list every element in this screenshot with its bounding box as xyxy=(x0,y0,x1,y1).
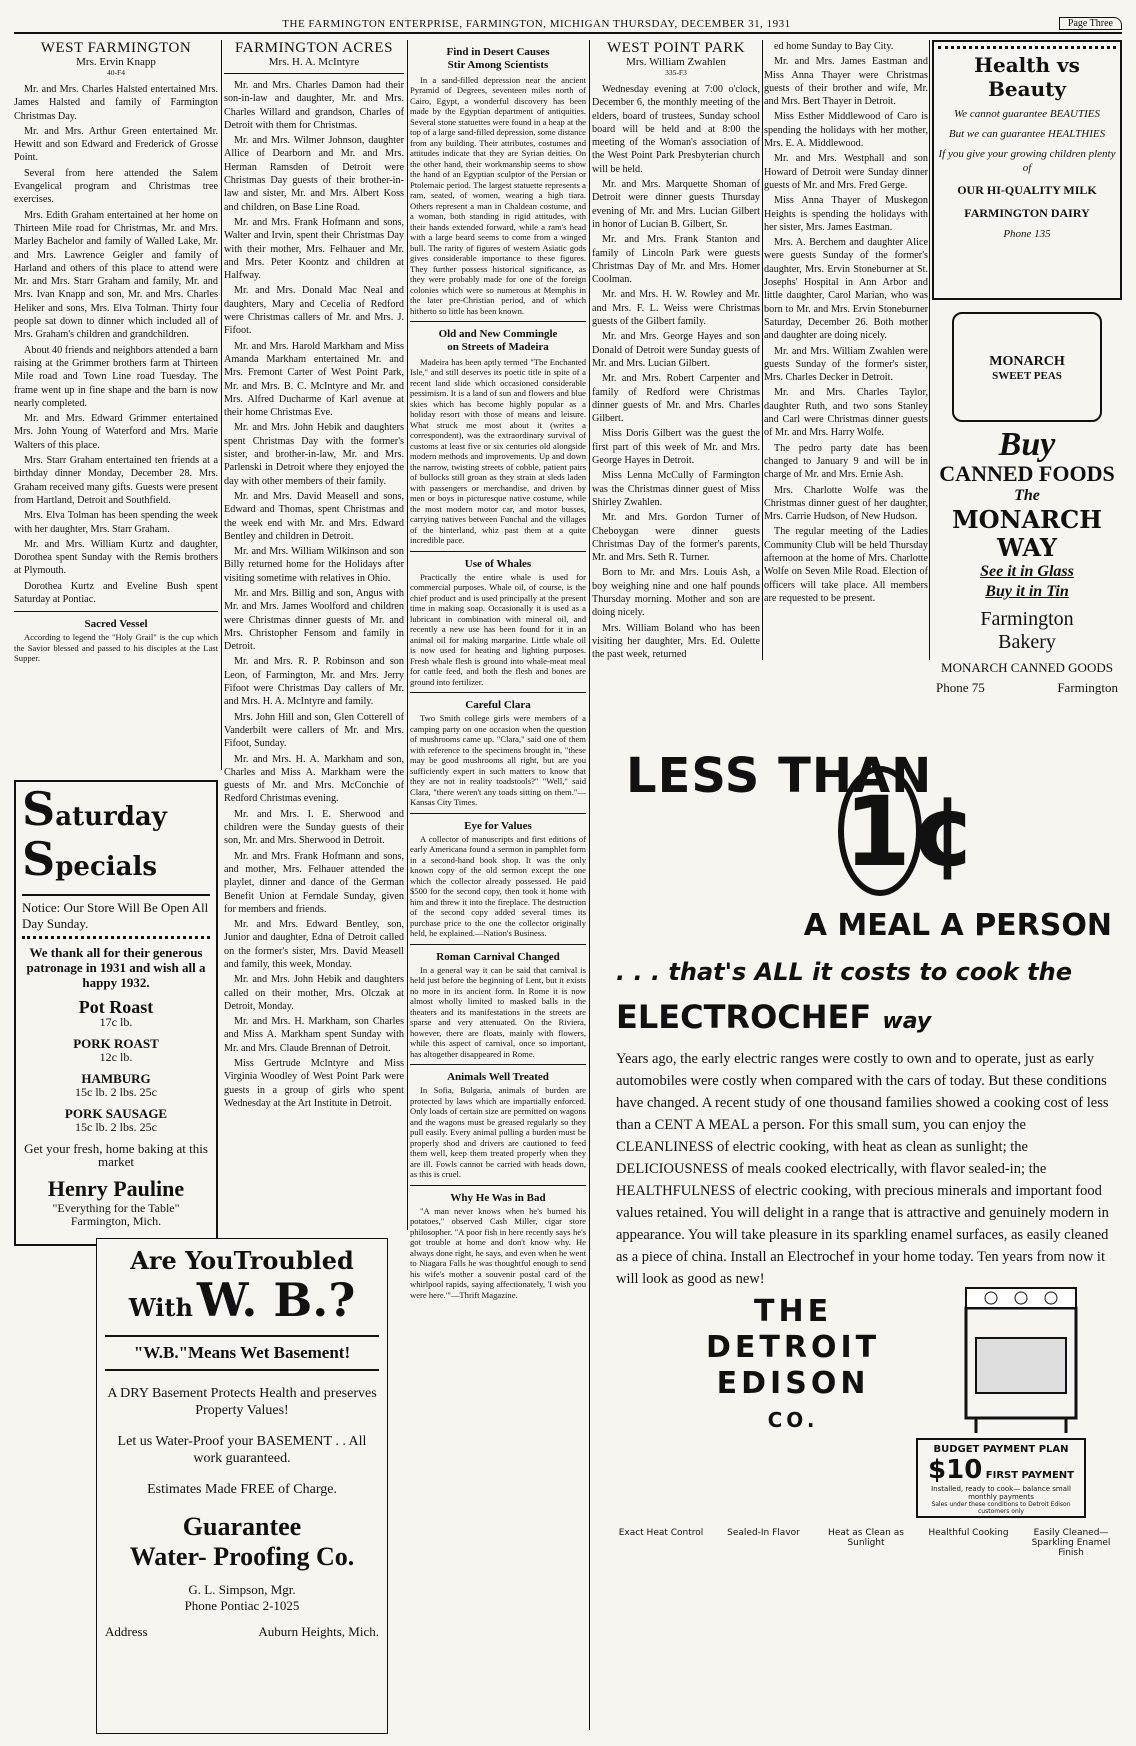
news-item: Mr. and Mrs. William Zwahlen were guests Sunday of the former's sister, Mrs. Charles Decker in Detroit. xyxy=(764,345,928,384)
article-title: Sacred Vessel xyxy=(84,618,148,631)
product-price: 15c lb. 2 lbs. 25c xyxy=(75,1120,157,1134)
news-item: Mrs. William Boland who has been visiting her daughter, Mrs. Ed. Oulette the past week, returned xyxy=(592,622,760,661)
saturday-specials-ad xyxy=(14,780,218,1246)
brand-name: MONARCH WAY xyxy=(952,505,1102,562)
article-text: In a sand-filled depression near the ancient Pyramid of Degrees, seventeen miles north of Cairo, Egypt, a wonderful discovery has been made by the Egyptian department of antiquities. Several stone statuettes were found in a heap at the top of a large sand-filled depression, some distance from any building. Their attributes, costumes and attitudes indicate that they are Syrian deities. On the other hand, their workmanship seems to show the hand of an Egyptian sculptor of the Persian or Ptolemaic period. The largest statuette represents a ram, seated, of women, wearing a high tiara. Others represent a man in Chaldean costume, and a woman, both standing in rigid attitudes, with their hands extended forward, while a ram's head with a large beard seems to come from a winged bull. The rarity of figures of western Asiatic gods gives considerable importance to these figures. They further possess historical significance, as they were probably made for one of the foreign colonies which were so numerous at Memphis in the later pre-Christian period, and of which hitherto so little has been known. xyxy=(410,74,586,316)
product-name: Pot Roast xyxy=(78,997,154,1017)
company-name: FARMINGTON DAIRY xyxy=(964,206,1090,220)
article-title: Old and New Commingle xyxy=(438,328,558,340)
article-text: In Sofia, Bulgaria, animals of burden are protected by laws which are impartially enforced. Only loads of certain size are permitted on wagons and the wagons must be greased regularly so they pull easily. Every animal pulling a burden must be properly shod and drivers are cautioned to feed them well, keep them treated properly when they are ill. Fowls cannot be carried with heads down, as this is cruel. xyxy=(410,1085,586,1179)
news-item: Mr. and Mrs. Edward Grimmer entertained Mrs. John Young of Waterford and Mrs. Marie Walters of this place. xyxy=(14,413,218,451)
ad-headline: Specials xyxy=(22,832,158,886)
masthead xyxy=(14,14,1122,34)
article-text: Practically the entire whale is used for commercial purposes. Whale oil, of course, is the chief product and is used principally at the present time in making soap. Occasionally it is used as a lubricant in combination with mineral oil, and recently a new use has been found for it in an animal oil for making margarine. Little whale oil is now used for heating and lighting purposes. Fresh whale flesh is ground into whale-meat meal for cattle feed, and both the flesh and bones are ground into fertilizer. xyxy=(410,571,586,687)
news-item: Mr. and Mrs. Harold Markham and Miss Amanda Markham entertained Mr. and Mrs. Fremont Carter of West Point Park, Mr. and Mrs. B. C. McIntyre and Mr. and Mrs. Alfred Ducharme of Karl avenue at their home Christmas Eve. xyxy=(224,340,404,419)
phone-number: Phone 135 xyxy=(1003,228,1051,240)
feature-item: Exact Heat Control xyxy=(618,1528,704,1538)
ad-headline: Saturday xyxy=(22,782,167,836)
news-item: Mr. and Mrs. Edward Bentley, son, Junior and daughter, Edna of Detroit called on the former's sister, Mrs. David Measell and family, this week, Monday. xyxy=(224,919,404,970)
article-text: "A man never knows when he's burned his potatoes," observed Cash Miller, cigar store philosopher. "A poor fish in here recently says he's got trouble at home and don't know why. He always done right, he says, and even when he went to Niagara Falls he was thoughtful enough to send his wife's mother a souvenir postal card of the whirlpool rapids, saying affectionately, 'I wish you were here.'"—Thrift Magazine. xyxy=(410,1205,586,1300)
product-name: HAMBURG xyxy=(81,1071,151,1086)
ad-text: Estimates Made FREE of Charge. xyxy=(147,1482,337,1497)
news-item: Mr. and Mrs. H. A. Markham and son, Charles and Miss A. Markham were the guests of Mr. and Mrs. McConchie of Redford Christmas evening. xyxy=(224,753,404,805)
news-item: Mr. and Mrs. William Wilkinson and son Billy returned home for the Holidays after visiting sometime with relatives in Ohio. xyxy=(224,546,404,584)
column-rule xyxy=(589,40,590,1730)
canned-foods-ad xyxy=(932,304,1122,695)
ad-headline-row: With W. B.? xyxy=(128,1273,356,1327)
ad-text: If you give your growing children plenty of xyxy=(938,148,1116,174)
article-subtitle: on Streets of Madeira xyxy=(447,341,549,353)
section-heading: WEST FARMINGTON xyxy=(40,40,192,56)
news-item: Mr. and Mrs. Marquette Shoman of Detroit were dinner guests Thursday evening of Mr. and Mrs. Lucian Gilbert in honor of Lucian B. Gilbert, Sr. xyxy=(592,179,760,230)
byline: Mrs. H. A. McIntyre xyxy=(268,56,360,68)
news-item: About 40 friends and neighbors attended a barn raising at the Grimmer brothers farm at Thirteen Mile road and Town Line road Tuesday. The frame went up in fine shape and the barn is now nearly completed. xyxy=(14,344,218,409)
article-title: Use of Whales xyxy=(464,557,532,570)
news-item: Mr. and Mrs. Arthur Green entertained Mr. Hewitt and son Edward and Frederick of Grosse Point. xyxy=(14,125,218,164)
news-item: Mr. and Mrs. Robert Carpenter and family of Redford were Christmas dinner guests of Mr. and Mrs. Charles Gilbert. xyxy=(592,373,760,425)
detroit-edison-ad xyxy=(616,708,1122,1734)
store-name: Henry Pauline xyxy=(47,1176,185,1201)
product-name: PORK SAUSAGE xyxy=(64,1106,168,1121)
feature-item: Easily Cleaned— Sparkling Enamel Finish xyxy=(1031,1528,1111,1558)
news-item: Mrs. Elva Tolman has been spending the week with her daughter, Mrs. Starr Graham. xyxy=(14,510,218,535)
news-item: Mr. and Mrs. Charles Halsted entertained Mrs. James Halsted and family of Farmington Christmas Day. xyxy=(14,84,218,122)
column-west-farmington xyxy=(14,40,218,774)
ad-slogan: Buy it in Tin xyxy=(985,583,1069,600)
news-item: Mr. and Mrs. Charles Damon had their son-in-law and daughter, Mr. and Mrs. Charles Willard and grandson, Charles of Detroit with them for Christmas. xyxy=(224,80,404,131)
divider xyxy=(410,813,586,814)
ad-text: Let us Water-Proof your BASEMENT . . All work guaranteed. xyxy=(117,1434,367,1466)
section-heading: FARMINGTON ACRES xyxy=(235,40,393,56)
column-features xyxy=(410,40,586,1734)
product-name: ELECTROCHEF way xyxy=(616,998,932,1036)
company-name: Guarantee xyxy=(182,1512,302,1541)
ad-subheadline: . . . that's ALL it costs to cook the xyxy=(616,958,1072,986)
masthead-title: THE FARMINGTON ENTERPRISE, FARMINGTON, MICHIGAN THURSDAY, DECEMBER 31, 1931 xyxy=(282,18,791,30)
ad-text: We cannot guarantee BEAUTIES xyxy=(954,108,1100,120)
ad-headline: Are YouTroubled xyxy=(130,1246,354,1275)
news-item: Mr. and Mrs. David Measell and sons, Edward and Thomas, spent Christmas and the week end with Mr. and Mrs. Edward Bentley and children in Detroit. xyxy=(224,490,404,542)
ad-tagline: "W.B."Means Wet Basement! xyxy=(105,1335,379,1371)
article-title: Eye for Values xyxy=(464,819,532,832)
news-item: ed home Sunday to Bay City. xyxy=(774,41,894,52)
article-body xyxy=(224,79,404,1110)
divider xyxy=(224,73,404,74)
product-price: 15c lb. 2 lbs. 25c xyxy=(75,1085,157,1099)
article-title: Animals Well Treated xyxy=(447,1071,549,1083)
article-title: Careful Clara xyxy=(465,699,531,711)
article-body xyxy=(592,83,760,661)
product-price: 17c lb. xyxy=(99,1015,133,1029)
news-item: Mr. and Mrs. Billig and son, Angus with Mr. and Mrs. James Woolford and children were Christmas dinner guests of Mr. and Mrs. Christopher Fensom and family in Detroit. xyxy=(224,587,404,653)
article-text: A collector of manuscripts and first editions of early Americana found a sermon in pamphlet form in a second-hand book shop. It was the only known copy of the old sermon except the one which the collector already possessed. He paid $500 for the second copy, then took it home with him and threw it into the fireplace. The destruction of the second copy added several times its purchase price to the one the collector originally held, he explained.—Nation's Business. xyxy=(410,833,586,938)
waterproofing-ad xyxy=(96,1238,388,1734)
news-item: Mr. and Mrs. James Eastman and Miss Anna Thayer were Christmas guests of their brother and wife, Mr. and Mrs. Bert Thayer in Detroit. xyxy=(764,56,928,108)
store-town: Farmington, Mich. xyxy=(70,1214,162,1228)
divider xyxy=(410,321,586,322)
news-item: Mr. and Mrs. Wilmer Johnson, daughter Allice of Dearborn and Mr. and Mrs. Herman Ramsden of Detroit were Christmas Day guests of their brother-in-law and sister, Mr. and Mrs. Albert Koss and children, on Base Line Road. xyxy=(224,135,404,213)
article-title: Find in Desert Causes xyxy=(446,46,550,58)
bakery-note: Get your fresh, home baking at this market xyxy=(24,1141,208,1169)
column-rule xyxy=(929,40,930,660)
news-item: Miss Esther Middlewood of Caro is spending the holidays with her mother, Mrs. E. A. Middlewood. xyxy=(764,111,928,150)
page-number: Page Three xyxy=(1059,17,1122,30)
store-notice: Notice: Our Store Will Be Open All Day Sunday. xyxy=(22,894,210,932)
news-item: Mrs. A. Berchem and daughter Alice were guests Sunday of the former's daughter, Mrs. Ervin Stoneburner at St. Josephs' Hospital in Ann Arbor and little daughter, Carol Marian, who was born to Mr. and Mrs. Ervin Stoneburner Saturday, December 26. Both mother and daughter are doing nicely. xyxy=(764,237,928,342)
news-item: Miss Anna Thayer of Muskegon Heights is spending the holidays with her sister, Mrs. James Eastman. xyxy=(764,195,928,233)
divider xyxy=(410,1064,586,1065)
ad-body: Years ago, the early electric ranges were costly to own and to operate, just as early automobiles were costly when compared with the cars of today. But these conditions have changed. A recent study of one thousand families showed a cooking cost of less than a CENT A MEAL a person. For this small sum, you can enjoy the CLEANLINESS of electric cooking, with heat as clean as sunlight; the DELICIOUSNESS of meals cooked electrically, with flavor sealed-in; the HEALTHFULNESS of electric cooking, with precious minerals and important food values retained. You will delight in a range that is attractive and genuinely modern in appearance. You will take pleasure in its sparkling enamel surfaces, as easily cleaned as a piece of china. Install an Electrochef in your home today. Ten years from now it will look as good as new! xyxy=(616,1051,1109,1287)
ad-text: The xyxy=(1014,487,1040,504)
news-item: Mr. and Mrs. Frank Hofmann and sons, and mother, Mrs. Felhauer attended the playlet, dinner and dance of the German Benefit Union at Ferndale Sunday, given for members and friends. xyxy=(224,850,404,915)
divider xyxy=(22,936,210,939)
divider xyxy=(410,1185,586,1186)
product-price: 12c lb. xyxy=(99,1050,133,1064)
company-name: Farmington xyxy=(980,608,1074,630)
news-item: Several from here attended the Salem Evangelical program and Christmas tree exercises. xyxy=(14,167,218,206)
ad-big-text: W. B.? xyxy=(196,1273,356,1327)
news-item: Wednesday evening at 7:00 o'clock, December 6, the monthly meeting of the elders, board of trustees, Sunday school board will be held and at 8:00 the meeting of the Woman's association of the West Point Park Presbyterian church will be held. xyxy=(592,84,760,175)
phone-number: Phone Pontiac 2-1025 xyxy=(184,1598,300,1613)
ad-headline: LESS THAN xyxy=(626,748,933,804)
news-item: Mr. and Mrs. Charles Taylor, daughter Ruth, and two sons Stanley and Carl were Christmas dinner guests of Mr. and Mrs. Harry Wolfe. xyxy=(764,387,928,439)
article-text: Two Smith college girls were members of a camping party on one occasion when the question of mushrooms came up. "Clara," said one of them with reference to the specimens brought in, "these may be good mushrooms all right, but are you sufficiently expert in such matters to know that they are not in reality toadstools?" "Well," said Clara, "there weren't any toads sitting on them."—Kansas City Times. xyxy=(410,713,586,807)
news-item: Miss Lenna McCully of Farmington was the Christmas dinner guest of Miss Shirley Zwahlen. xyxy=(592,470,760,508)
ad-text: But we can guarantee HEALTHIES xyxy=(948,128,1106,140)
column-farmington-acres xyxy=(224,40,404,1232)
divider xyxy=(14,611,218,612)
divider xyxy=(410,551,586,552)
company-name: Water- Proofing Co. xyxy=(129,1542,355,1571)
divider xyxy=(410,944,586,945)
feature-item: Heat as Clean as Sunlight xyxy=(828,1528,904,1548)
news-item: Miss Doris Gilbert was the guest the first part of this week of Mr. and Mrs. George Hayes in Detroit. xyxy=(592,428,760,467)
news-item: Mr. and Mrs. George Hayes and son Donald of Detroit were Sunday guests of Mr. and Mrs. Lucian Gilbert. xyxy=(592,331,760,369)
byline: Mrs. Ervin Knapp xyxy=(76,56,156,68)
news-item: Mr. and Mrs. R. P. Robinson and son Leon, of Farmington, Mr. and Mrs. Jerry Fifoot were Christmas Day callers of Mr. and Mrs. H. A. McIntyre and family. xyxy=(224,656,404,708)
manager: G. L. Simpson, Mgr. xyxy=(188,1582,296,1597)
news-item: The pedro party date has been changed to January 9 and will be in charge of Mr. and Mrs. Ernie Ash. xyxy=(764,442,928,481)
feature-list xyxy=(616,1528,1116,1558)
news-item: Miss Gertrude McIntyre and Miss Virginia Woodley of West Point Park were guests in a group of girls who spent Wednesday at the Art Institute in Detroit. xyxy=(224,1058,404,1109)
news-item: Mr. and Mrs. I. E. Sherwood and children were the Sunday guests of their son, Mr. and Mrs. Sherwood in Detroit. xyxy=(224,808,404,847)
phone-number: 335-F3 xyxy=(665,68,687,77)
ad-subheadline: A MEAL A PERSON xyxy=(803,908,1112,943)
one-cent-graphic: 1¢ xyxy=(838,766,922,896)
section-heading: WEST POINT PARK xyxy=(606,40,746,56)
article-text: According to legend the "Holy Grail" is the cup which the Savior blessed and passed to his disciples at the Last Supper. xyxy=(14,632,218,664)
news-item: Mr. and Mrs. William Kurtz and daughter, Dorothea spent Sunday with the Remis brothers at Plymouth. xyxy=(14,538,218,577)
news-item: Dorothea Kurtz and Eveline Bush spent Saturday at Pontiac. xyxy=(14,580,218,605)
feature-item: Healthful Cooking xyxy=(928,1528,1009,1538)
article-body xyxy=(764,40,928,605)
news-item: Mr. and Mrs. Frank Stanton and family of Lincoln Park were guests Christmas Day of Mr. and Mrs. Homer Coolman. xyxy=(592,234,760,286)
ad-text: A DRY Basement Protects Health and preserves Property Values! xyxy=(107,1386,377,1418)
news-item: Mr. and Mrs. Westphall and son Howard of Detroit were Sunday dinner guests of Mr. and Mrs. Fred Gerge. xyxy=(764,153,928,191)
budget-plan-badge: BUDGET PAYMENT PLAN $10 FIRST PAYMENT Installed, ready to cook— balance small monthly payments Sales under these conditions to Detroit Edison customers only xyxy=(916,1438,1086,1518)
article-title: Roman Carnival Changed xyxy=(436,950,560,963)
news-item: Mrs. Starr Graham entertained ten friends at a birthday dinner Monday, December 28. Mrs. Graham received many gifts. Guests were present from Hartland, Detroit and Southfield. xyxy=(14,455,218,506)
news-item: Born to Mr. and Mrs. Louis Ash, a boy weighing nine and one half pounds Thursday morning. Mother and son are doing nicely. xyxy=(592,567,760,619)
ad-slogan: See it in Glass xyxy=(980,563,1074,580)
news-item: Mr. and Mrs. John Hebik and daughters called on their mother, Mrs. Olczak at Detroit, Monday. xyxy=(224,974,404,1012)
feature-item: Sealed-In Flavor xyxy=(727,1528,800,1538)
news-item: Mrs. John Hill and son, Glen Cotterell of Vanderbilt were callers of Mr. and Mrs. Fifoot, Sunday. xyxy=(224,711,404,750)
product-name: OUR HI-QUALITY MILK xyxy=(957,183,1097,197)
thank-you-note: We thank all for their generous patronage in 1931 and wish all a happy 1932. xyxy=(26,945,206,990)
article-body xyxy=(14,83,218,606)
news-item: Mr. and Mrs. H. W. Rowley and Mr. and Mrs. F. L. Weiss were Christmas guests of the Gilbert family. xyxy=(592,289,760,328)
address-row: Address Auburn Heights, Mich. xyxy=(105,1624,379,1639)
column-rule xyxy=(221,40,222,770)
news-item: Mr. and Mrs. Gordon Turner of Cheboygan were dinner guests Christmas Day of the former's parents, Mr. and Mrs. Seth R. Turner. xyxy=(592,512,760,564)
column-west-point-park xyxy=(592,40,760,664)
product-line: MONARCH CANNED GOODS xyxy=(941,660,1113,675)
news-item: Mr. and Mrs. H. Markham, son Charles and Miss A. Markham spent Sunday with Mr. and Mrs. Claude Brennan of Detroit. xyxy=(224,1016,404,1054)
news-item: The regular meeting of the Ladies Community Club will be held Thursday afternoon at the home of Mrs. Charlotte Wolfe on Seven Mile Road. Election of officers will take place. All members are requested to be present. xyxy=(764,526,928,604)
article-title: Why He Was in Bad xyxy=(450,1191,546,1204)
article-text: Madeira has been aptly termed "The Enchanted Isle," and still deserves its poetic title in spite of a recent land slide which occasioned considerable pessimism. It is a land of sun and flowers and blue skies which has become highly popular as a holiday resort with those of means and leisure. What struck me most about it (writes a correspondent), was the extraordinary survival of customs at least five or six centuries old alongside modern methods and improvements. Up and down the narrow, twisting streets of cobble, patient pairs of bullocks still groan as they strain at sleds laden with passengers or merchandise, and driven by men or boys in picturesque native costume, while the most modern motor car, and motor busses, carrying natives between Funchal and the villages of the hinterland, whiz past them at a quite incredible pace. xyxy=(410,356,586,545)
column-rule xyxy=(407,40,408,1230)
company-name: THE DETROIT EDISON CO. xyxy=(706,1294,881,1432)
column-continued xyxy=(764,40,928,664)
divider xyxy=(410,692,586,693)
contact-row: Phone 75 Farmington xyxy=(936,680,1118,695)
phone-number: 40-F4 xyxy=(107,68,125,77)
ad-headline: CANNED FOODS xyxy=(939,461,1115,486)
jar-illustration: MONARCH SWEET PEAS xyxy=(952,312,1102,422)
news-item: Mr. and Mrs. Frank Hofmann and sons, Walter and Irvin, spent their Christmas Day with their mother, Mrs. Felhauer and Mr. and Mrs. Peter Koontz and children at Halfway. xyxy=(224,216,404,282)
ad-headline: Buy xyxy=(998,426,1056,463)
electric-range-illustration xyxy=(936,1268,1106,1438)
news-item: Mrs. Charlotte Wolfe was the Christmas dinner guest of her daughter, Mrs. Carrie Hudson, of New Hudson. xyxy=(764,484,928,523)
article-text: In a general way it can be said that carnival is held just before the beginning of Lent, but it exists no more in its ancient form. In Rome it is now almost wholly limited to masked balls in the theaters and its manifestations in the streets are sparse and very attenuated. On the Riviera, however, there are floats, mainly with flowers, while this aspect of carnival, once so important, has altogether disappeared in Rome. xyxy=(410,964,586,1059)
ad-headline: Health vs Beauty xyxy=(938,46,1116,101)
store-slogan: "Everything for the Table" xyxy=(52,1201,180,1215)
company-name: Bakery xyxy=(998,631,1056,653)
news-item: Mrs. Edith Graham entertained at her home on Thirteen Mile road for Christmas, Mr. and Mrs. Marley Bachelor and family of Walled Lake, Mr. and Mrs. Lawrence Geigler and family of Harland and others of this place to attend were Mr. and Mrs. Starr Graham and family, Mr. and Mrs. Ivan Knapp and son, Mr. and Mrs. Charles Heliker and sons, Mrs. Elva Tolman. Thirty four people sat down to dinner which included all of Mrs. Graham's children and grandchildren. xyxy=(14,209,218,341)
dairy-ad xyxy=(932,40,1122,300)
news-item: Mr. and Mrs. John Hebik and daughters spent Christmas Day with the former's sister, and brother-in-law, Mr. and Mrs. Parlenski in Detroit where they enjoyed the day with other members of their family. xyxy=(224,422,404,487)
product-name: PORK ROAST xyxy=(73,1036,159,1051)
news-item: Mr. and Mrs. Donald Mac Neal and daughters, Mary and Cecelia of Redford were Christmas callers of Mr. and Mrs. J. Fifoot. xyxy=(224,285,404,337)
byline: Mrs. William Zwahlen xyxy=(626,56,726,68)
column-rule xyxy=(762,40,763,660)
article-subtitle: Stir Among Scientists xyxy=(447,59,549,71)
